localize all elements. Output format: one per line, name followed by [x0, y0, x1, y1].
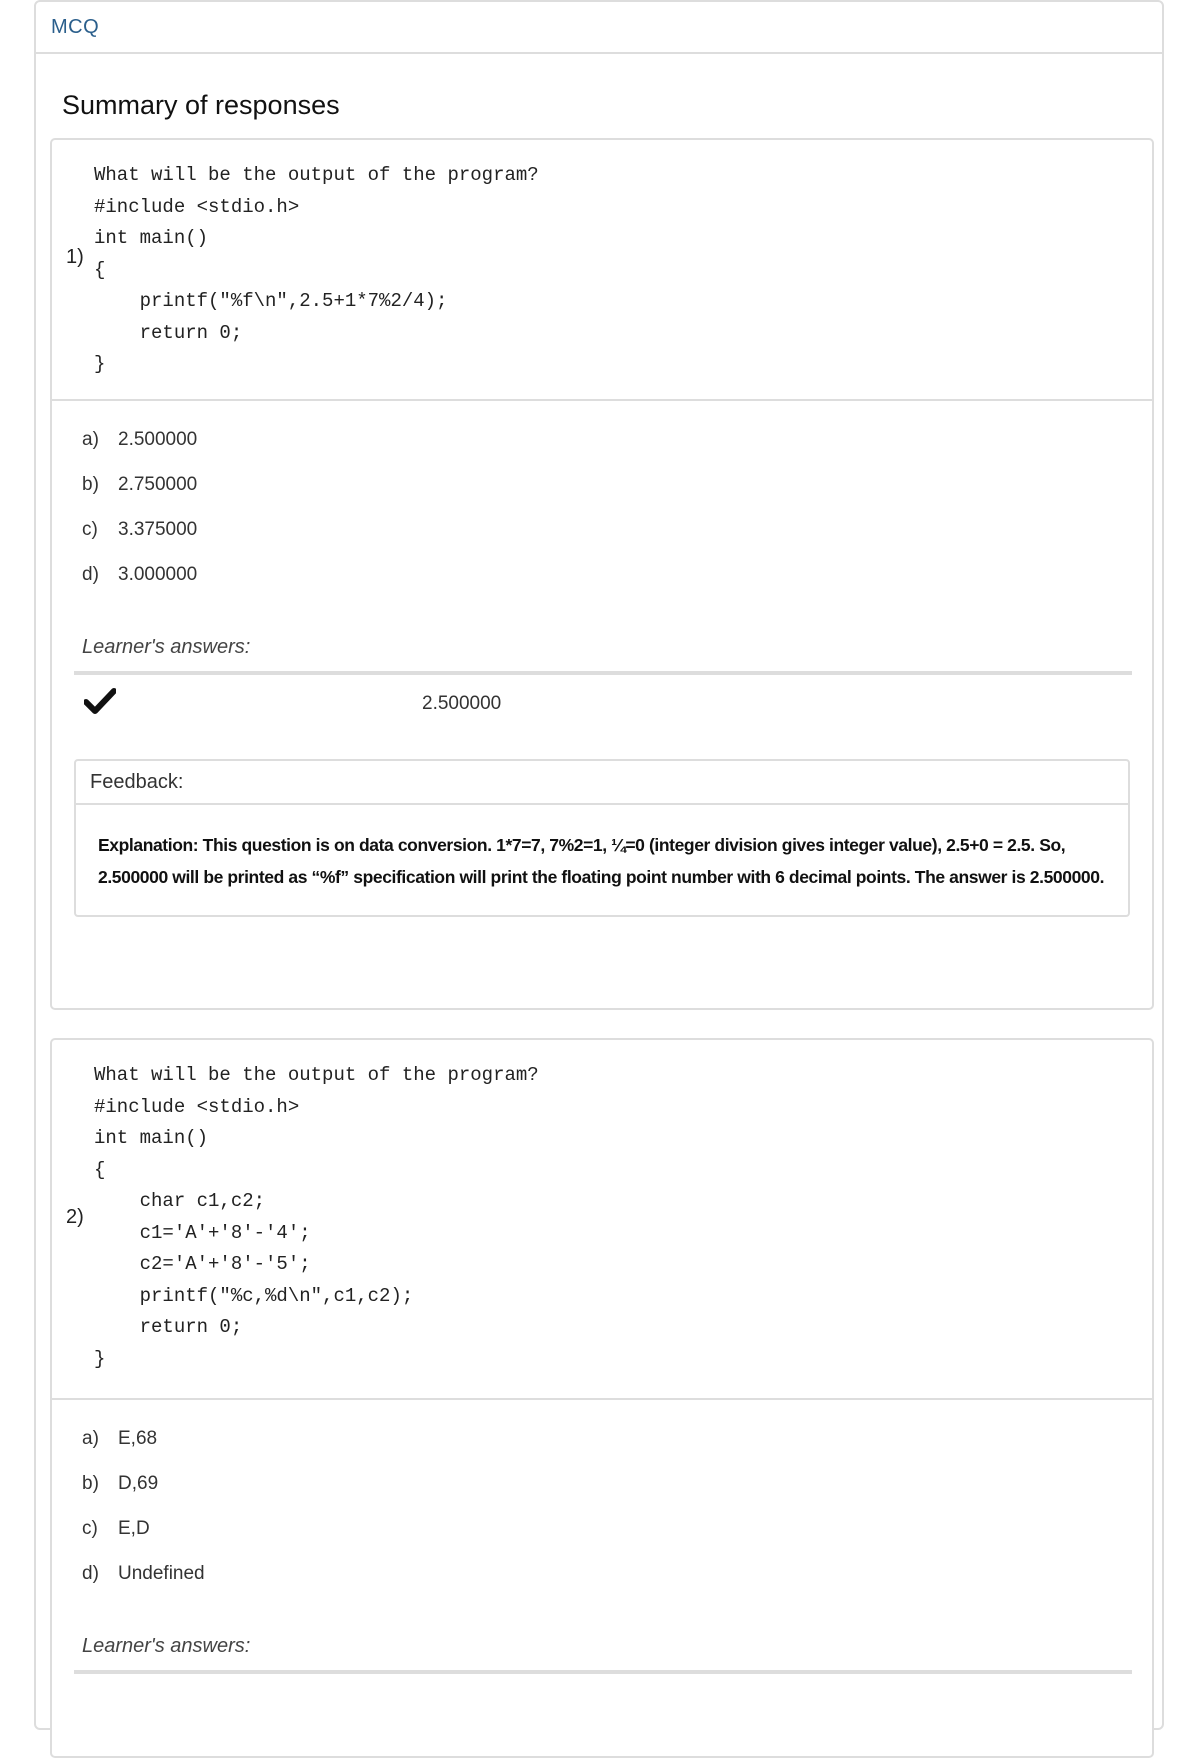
option-text: 2.500000	[118, 429, 198, 450]
options-list	[52, 1400, 1152, 1608]
option-label: c)	[82, 519, 98, 540]
options-list	[52, 401, 1152, 609]
answer-value: 2.500000	[422, 693, 502, 714]
option-b	[82, 1473, 1152, 1518]
option-label: d)	[82, 1563, 99, 1584]
question-header	[52, 140, 1152, 401]
question-number: 1)	[66, 246, 84, 268]
feedback-title: Feedback:	[76, 761, 1128, 805]
option-text: 3.375000	[118, 519, 198, 540]
option-d	[82, 564, 1152, 609]
question-card-1	[50, 138, 1154, 1010]
question-number: 2)	[66, 1206, 84, 1228]
option-text: E,D	[118, 1518, 150, 1539]
panel-title: MCQ	[36, 2, 1162, 54]
check-icon	[84, 687, 116, 715]
divider	[74, 1670, 1132, 1674]
learners-answers-label: Learner's answers:	[82, 1635, 251, 1657]
question-header	[52, 1040, 1152, 1400]
summary-title: Summary of responses	[62, 90, 340, 120]
option-a	[82, 429, 1152, 474]
option-label: b)	[82, 474, 99, 495]
answer-row	[52, 675, 1152, 737]
option-text: 2.750000	[118, 474, 198, 495]
mcq-panel	[34, 0, 1164, 1730]
question-code: What will be the output of the program? #include <stdio.h> int main() { printf("%f\n",2.5+1*7%2/4); return 0; }	[94, 164, 539, 375]
option-c	[82, 519, 1152, 564]
option-label: d)	[82, 564, 99, 585]
question-card-2	[50, 1038, 1154, 1758]
option-label: c)	[82, 1518, 98, 1539]
option-label: a)	[82, 1428, 99, 1449]
option-label: a)	[82, 429, 99, 450]
learners-answers-label: Learner's answers:	[82, 636, 251, 658]
option-text: Undefined	[118, 1563, 205, 1584]
option-a	[82, 1428, 1152, 1473]
option-text: 3.000000	[118, 564, 198, 585]
option-label: b)	[82, 1473, 99, 1494]
option-text: D,69	[118, 1473, 159, 1494]
feedback-box	[74, 759, 1130, 917]
question-code: What will be the output of the program? #include <stdio.h> int main() { char c1,c2; c1='A'+'8'-'4'; c2='A'+'8'-'5'; printf("%c,%d\n",c1,c2); return 0; }	[94, 1064, 539, 1370]
option-b	[82, 474, 1152, 519]
feedback-text: Explanation: This question is on data conversion. 1*7=7, 7%2=1, ¼=0 (integer division gives integer value), 2.5+0 = 2.5. So, 2.500000 will be printed as “%f” specification will print the floating point number with 6 decimal points. The answer is 2.500000.	[98, 835, 1105, 887]
option-d	[82, 1563, 1152, 1608]
option-c	[82, 1518, 1152, 1563]
option-text: E,68	[118, 1428, 158, 1449]
